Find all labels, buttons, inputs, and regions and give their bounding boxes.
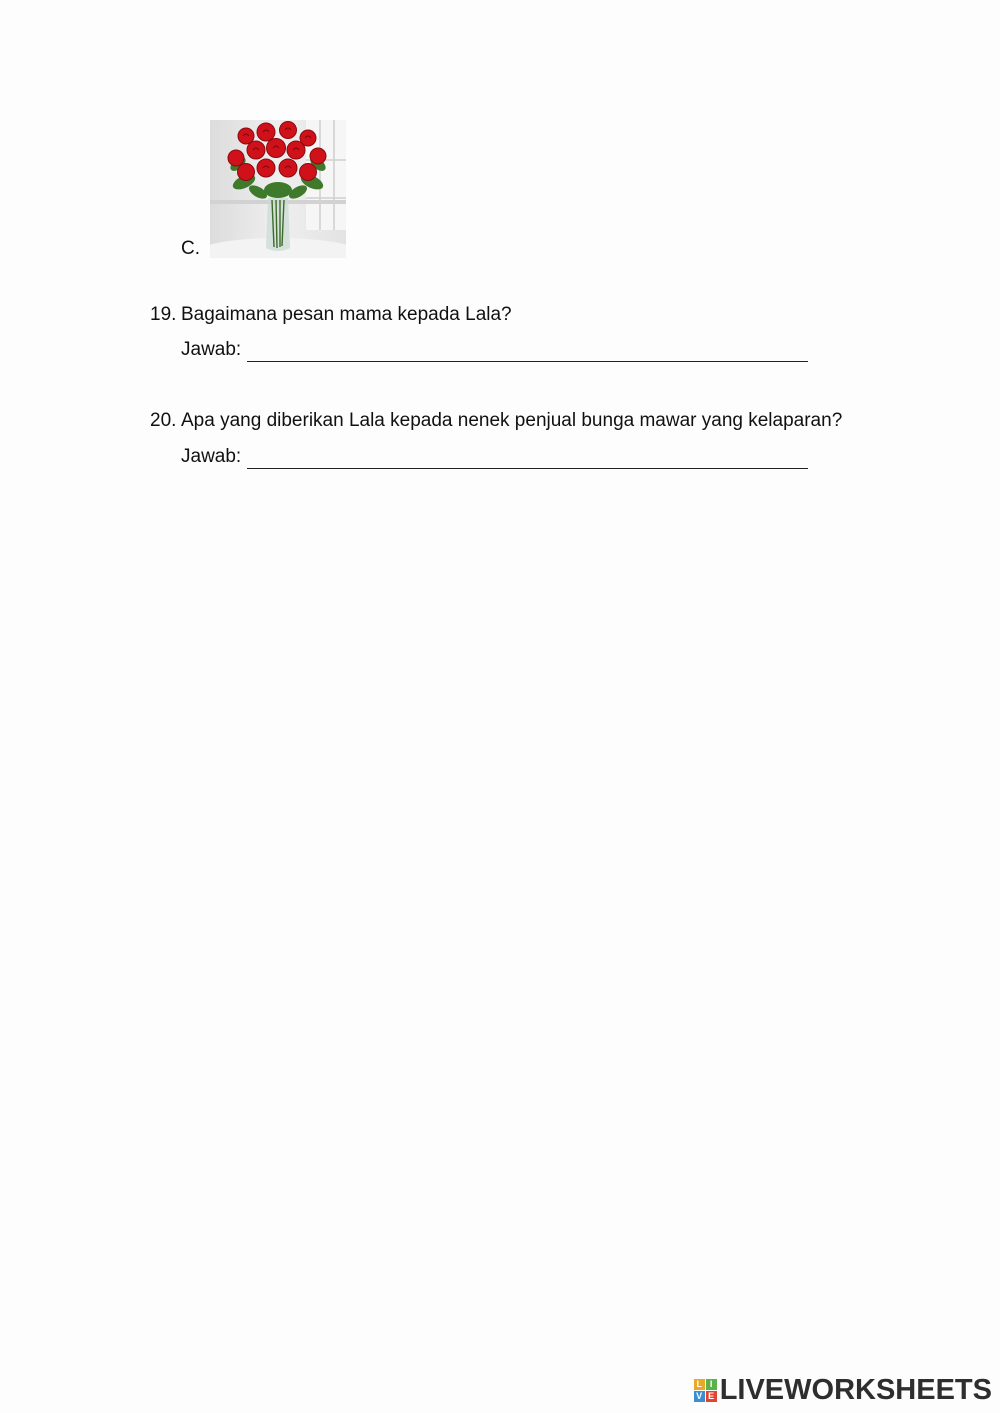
logo-tile-e: E — [706, 1391, 717, 1402]
logo-tile-i: I — [706, 1379, 717, 1390]
logo-tile-v: V — [694, 1391, 705, 1402]
question-19 — [150, 303, 512, 327]
answer-input-19[interactable] — [247, 341, 808, 362]
answer-label: Jawab: — [181, 339, 242, 360]
question-text: Apa yang diberikan Lala kepada nenek penjual bunga mawar yang kelaparan? — [181, 410, 843, 431]
question-text: Bagaimana pesan mama kepada Lala? — [181, 304, 512, 325]
logo-tile-icon — [694, 1379, 717, 1402]
liveworksheets-logo — [694, 1374, 992, 1407]
brand-text: LIVEWORKSHEETS — [719, 1374, 992, 1406]
answer-20 — [181, 445, 808, 469]
option-c[interactable] — [181, 120, 346, 258]
rose-bouquet-image — [210, 120, 346, 258]
question-number: 19. — [150, 304, 177, 325]
option-letter: C. — [181, 238, 200, 259]
question-number: 20. — [150, 410, 177, 431]
answer-label: Jawab: — [181, 446, 242, 467]
question-20 — [150, 409, 842, 433]
answer-input-20[interactable] — [247, 448, 808, 469]
logo-tile-l: L — [694, 1379, 705, 1390]
answer-19 — [181, 338, 808, 362]
